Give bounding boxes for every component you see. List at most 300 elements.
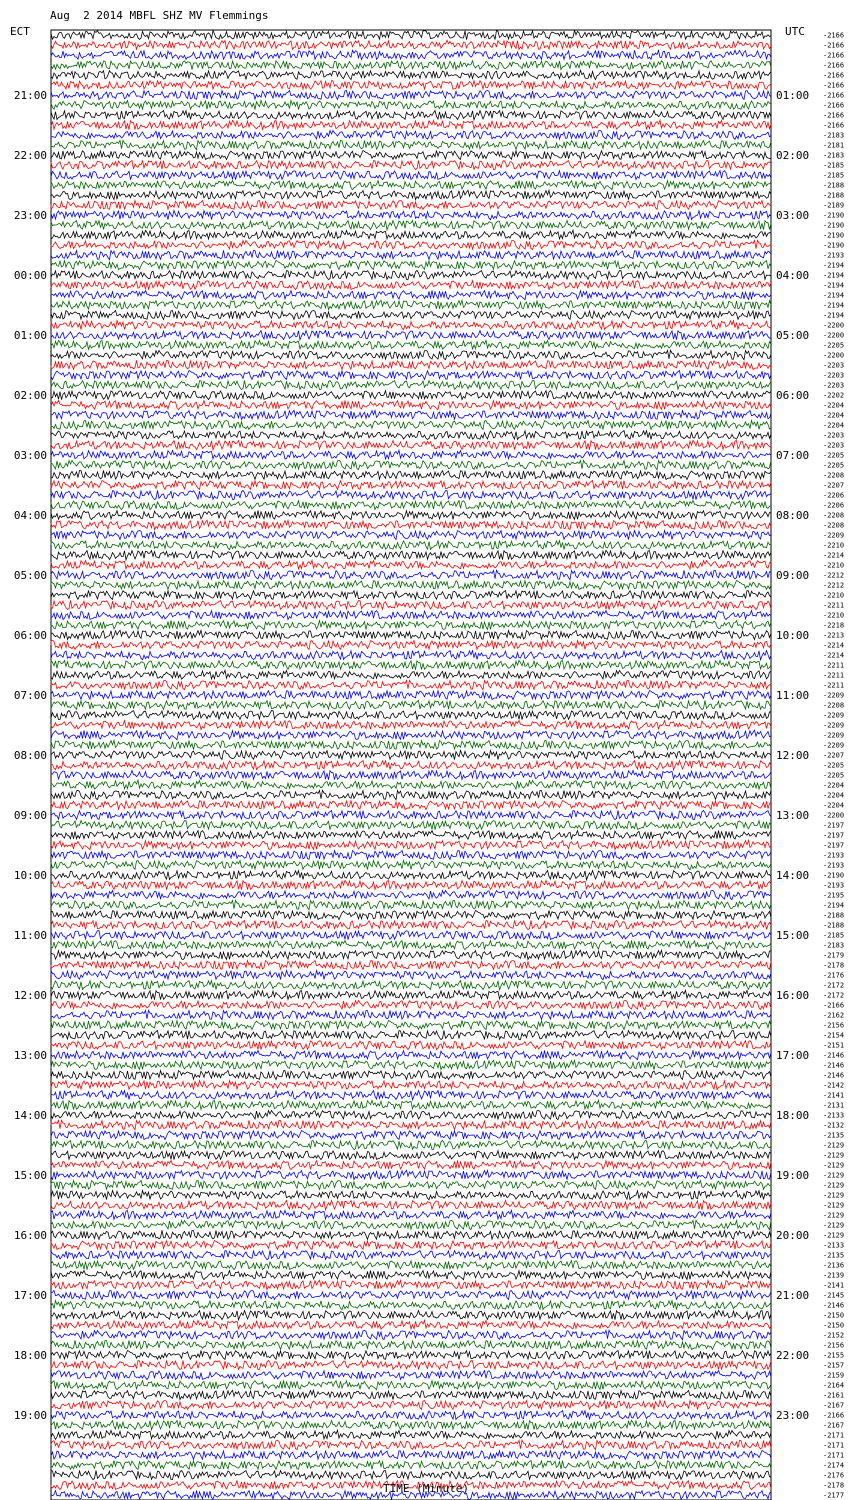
trace-offset-label: -2188 [823,911,845,920]
trace-offset-label: -2171 [823,1451,845,1460]
trace-offset-label: -2166 [823,91,845,100]
seismic-trace [51,1230,771,1239]
seismic-trace [51,560,771,569]
trace-offset-label: -2204 [823,421,845,430]
seismic-trace [51,120,771,129]
trace-offset-label: -2194 [823,901,845,910]
trace-offset-label: -2129 [823,1141,845,1150]
trace-offset-label: -2129 [823,1171,845,1180]
seismic-trace [51,711,771,720]
trace-offset-label: -2194 [823,271,845,280]
seismic-trace [51,1340,771,1349]
trace-offset-label: -2139 [823,1271,845,1280]
trace-offset-label: -2208 [823,471,845,480]
trace-offset-label: -2166 [823,1001,845,1010]
seismic-trace [51,1251,771,1260]
trace-offset-label: -2176 [823,971,845,980]
trace-offset-label: -2185 [823,171,845,180]
trace-offset-label: -2129 [823,1181,845,1190]
seismic-trace [51,350,771,359]
trace-offset-label: -2204 [823,781,845,790]
trace-offset-label: -2203 [823,381,845,390]
seismic-trace [51,70,771,79]
seismic-trace [51,811,771,820]
trace-offset-label: -2203 [823,361,845,370]
trace-offset-label: -2172 [823,991,845,1000]
right-hour-label: 21:00 [776,1289,810,1302]
trace-offset-label: -2213 [823,631,845,640]
seismic-trace [51,321,771,330]
seismic-trace [51,1210,771,1219]
trace-offset-label: -2207 [823,751,845,760]
seismic-trace [51,431,771,440]
seismic-trace [51,971,771,980]
seismic-trace [51,1220,771,1229]
right-hour-label: 17:00 [776,1049,810,1062]
seismic-trace [51,581,771,590]
seismic-trace [51,1430,771,1439]
trace-offset-label: -2141 [823,1091,845,1100]
trace-offset-label: -2176 [823,1471,845,1480]
seismic-trace [51,1471,771,1480]
seismic-trace [51,950,771,959]
chart-title: Aug 2 2014 MBFL SHZ MV Flemmings [50,9,269,22]
seismic-trace [51,1280,771,1289]
right-hour-label: 20:00 [776,1229,810,1242]
right-timezone-label: UTC [785,25,805,38]
right-hour-label: 13:00 [776,809,810,822]
trace-offset-label: -2174 [823,1461,845,1470]
trace-offset-label: -2210 [823,591,845,600]
trace-offset-label: -2194 [823,281,845,290]
trace-offset-label: -2204 [823,401,845,410]
seismic-trace [51,1131,771,1140]
right-hour-label: 03:00 [776,209,810,222]
trace-offset-label: -2150 [823,1311,845,1320]
trace-offset-label: -2166 [823,101,845,110]
seismic-trace [51,621,771,630]
trace-offset-label: -2159 [823,1371,845,1380]
right-hour-label: 10:00 [776,629,810,642]
trace-offset-label: -2204 [823,801,845,810]
seismic-trace [51,401,771,410]
seismic-trace [51,730,771,739]
left-hour-label: 23:00 [13,209,47,222]
trace-offset-label: -2203 [823,431,845,440]
seismic-trace [51,960,771,969]
trace-offset-label: -2194 [823,291,845,300]
trace-offset-label: -2204 [823,411,845,420]
seismic-trace [51,61,771,70]
right-hour-label: 16:00 [776,989,810,1002]
trace-offset-label: -2166 [823,81,845,90]
seismic-trace [51,1440,771,1449]
left-hour-label: 09:00 [13,809,47,822]
trace-offset-label: -2129 [823,1191,845,1200]
seismic-trace [51,181,771,190]
seismic-trace [51,880,771,889]
seismic-trace [51,801,771,810]
seismic-trace [51,611,771,620]
right-hour-label: 04:00 [776,269,810,282]
trace-offset-label: -2205 [823,341,845,350]
trace-offset-label: -2146 [823,1061,845,1070]
trace-offset-label: -2155 [823,1351,845,1360]
seismic-trace [51,591,771,600]
seismic-trace [51,1031,771,1040]
seismic-trace [51,630,771,639]
left-hour-label: 18:00 [13,1349,47,1362]
trace-offset-label: -2197 [823,821,845,830]
trace-offset-label: -2178 [823,961,845,970]
left-hour-label: 08:00 [13,749,47,762]
seismic-trace [51,340,771,349]
trace-offset-label: -2208 [823,511,845,520]
seismic-trace [51,1381,771,1390]
trace-offset-label: -2129 [823,1161,845,1170]
left-hour-label: 15:00 [13,1169,47,1182]
left-hour-label: 04:00 [13,509,47,522]
trace-offset-label: -2179 [823,951,845,960]
seismic-trace [51,900,771,909]
trace-offset-label: -2202 [823,391,845,400]
seismic-trace [51,1261,771,1270]
seismic-trace [51,130,771,139]
trace-offset-label: -2209 [823,691,845,700]
trace-offset-label: -2203 [823,441,845,450]
right-hour-label: 11:00 [776,689,810,702]
seismic-trace [51,541,771,550]
seismic-trace [51,140,771,149]
trace-offset-label: -2214 [823,641,845,650]
seismic-trace [51,261,771,270]
seismic-trace [51,1151,771,1160]
seismic-trace [51,1461,771,1470]
trace-offset-label: -2166 [823,111,845,120]
left-hour-label: 00:00 [13,269,47,282]
seismic-trace [51,1000,771,1009]
seismic-trace [51,1401,771,1410]
seismic-trace [51,1271,771,1280]
trace-offset-label: -2206 [823,491,845,500]
trace-offset-label: -2205 [823,461,845,470]
trace-offset-label: -2205 [823,761,845,770]
seismic-trace [51,200,771,209]
seismic-trace [51,1390,771,1399]
trace-offset-label: -2167 [823,1421,845,1430]
seismic-trace [51,1110,771,1119]
trace-offset-label: -2131 [823,1101,845,1110]
seismic-trace [51,300,771,309]
trace-offset-label: -2211 [823,601,845,610]
trace-offset-label: -2214 [823,551,845,560]
seismic-trace [51,1420,771,1429]
trace-offset-label: -2190 [823,211,845,220]
seismic-trace [51,1301,771,1310]
seismic-trace [51,1411,771,1420]
trace-offset-label: -2197 [823,831,845,840]
seismic-trace [51,1191,771,1200]
trace-offset-label: -2178 [823,1481,845,1490]
seismic-trace [51,1100,771,1109]
right-hour-label: 19:00 [776,1169,810,1182]
trace-offset-label: -2154 [823,1031,845,1040]
trace-offset-label: -2166 [823,31,845,40]
trace-offset-label: -2171 [823,1431,845,1440]
trace-offset-label: -2183 [823,941,845,950]
seismic-trace [51,691,771,700]
left-hour-label: 06:00 [13,629,47,642]
trace-offset-label: -2205 [823,451,845,460]
seismic-trace [51,680,771,689]
trace-offset-label: -2193 [823,861,845,870]
trace-offset-label: -2205 [823,771,845,780]
seismic-trace [51,921,771,930]
trace-offset-label: -2141 [823,1281,845,1290]
seismic-trace [51,1041,771,1050]
seismic-trace [51,601,771,610]
trace-offset-label: -2171 [823,1441,845,1450]
seismic-trace [51,1361,771,1370]
seismic-trace [51,790,771,799]
trace-offset-label: -2181 [823,141,845,150]
trace-offset-label: -2190 [823,221,845,230]
trace-offset-label: -2212 [823,581,845,590]
left-hour-label: 13:00 [13,1049,47,1062]
trace-offset-label: -2200 [823,351,845,360]
trace-offset-label: -2193 [823,251,845,260]
trace-offset-label: -2209 [823,741,845,750]
right-hour-label: 06:00 [776,389,810,402]
trace-offset-label: -2209 [823,711,845,720]
trace-offset-label: -2190 [823,231,845,240]
right-hour-label: 08:00 [776,509,810,522]
trace-offset-label: -2194 [823,301,845,310]
seismic-trace [51,90,771,99]
left-hour-label: 07:00 [13,689,47,702]
trace-offset-label: -2161 [823,1391,845,1400]
trace-offset-label: -2166 [823,71,845,80]
seismic-trace [51,221,771,230]
seismic-trace [51,1170,771,1179]
seismic-trace [51,1371,771,1380]
trace-offset-label: -2129 [823,1211,845,1220]
seismic-trace [51,281,771,290]
seismic-trace [51,360,771,369]
left-hour-label: 02:00 [13,389,47,402]
left-hour-label: 16:00 [13,1229,47,1242]
trace-offset-label: -2211 [823,661,845,670]
seismic-trace [51,1010,771,1019]
seismic-trace [51,871,771,880]
left-hour-label: 21:00 [13,89,47,102]
seismic-trace [51,721,771,730]
seismic-trace [51,250,771,259]
seismic-trace [51,271,771,280]
trace-offset-label: -2208 [823,701,845,710]
seismic-trace [51,391,771,400]
seismic-trace [51,1351,771,1360]
seismic-trace [51,1161,771,1170]
trace-offset-label: -2195 [823,891,845,900]
seismic-trace [51,421,771,430]
trace-offset-label: -2152 [823,1331,845,1340]
trace-offset-label: -2156 [823,1341,845,1350]
right-hour-label: 15:00 [776,929,810,942]
trace-offset-label: -2133 [823,1111,845,1120]
trace-offset-label: -2132 [823,1121,845,1130]
seismic-trace [51,440,771,449]
trace-offset-label: -2185 [823,931,845,940]
trace-offset-label: -2211 [823,681,845,690]
trace-offset-label: -2200 [823,321,845,330]
left-hour-label: 17:00 [13,1289,47,1302]
right-hour-label: 07:00 [776,449,810,462]
seismic-trace [51,660,771,669]
seismic-trace [51,230,771,239]
trace-offset-label: -2177 [823,1491,845,1500]
trace-offset-label: -2197 [823,841,845,850]
trace-offset-label: -2156 [823,1021,845,1030]
trace-offset-label: -2183 [823,151,845,160]
right-hour-label: 18:00 [776,1109,810,1122]
seismic-trace [51,1180,771,1189]
trace-offset-label: -2157 [823,1361,845,1370]
trace-offset-label: -2166 [823,61,845,70]
seismic-trace [51,50,771,59]
seismic-trace [51,460,771,469]
seismic-trace [51,1310,771,1319]
trace-offset-label: -2188 [823,181,845,190]
seismic-trace [51,931,771,940]
left-hour-label: 10:00 [13,869,47,882]
seismic-trace [51,520,771,529]
seismic-trace [51,831,771,840]
trace-offset-label: -2218 [823,621,845,630]
left-hour-label: 11:00 [13,929,47,942]
right-hour-label: 22:00 [776,1349,810,1362]
trace-offset-label: -2166 [823,121,845,130]
trace-offset-label: -2206 [823,501,845,510]
seismic-trace [51,1201,771,1210]
trace-offset-label: -2194 [823,311,845,320]
left-hour-label: 14:00 [13,1109,47,1122]
trace-offset-label: -2209 [823,721,845,730]
trace-offset-label: -2189 [823,201,845,210]
left-hour-label: 19:00 [13,1409,47,1422]
trace-offset-label: -2167 [823,1401,845,1410]
seismic-trace [51,1330,771,1339]
left-hour-label: 03:00 [13,449,47,462]
seismic-trace [51,651,771,660]
seismic-trace [51,331,771,340]
seismic-trace [51,1451,771,1460]
trace-offset-label: -2136 [823,1261,845,1270]
seismic-trace [51,310,771,319]
trace-offset-label: -2146 [823,1071,845,1080]
trace-offset-label: -2194 [823,261,845,270]
trace-offset-label: -2129 [823,1221,845,1230]
left-hour-label: 05:00 [13,569,47,582]
trace-offset-label: -2209 [823,531,845,540]
trace-offset-label: -2166 [823,41,845,50]
seismic-trace [51,1021,771,1030]
left-hour-label: 01:00 [13,329,47,342]
seismic-trace [51,751,771,760]
trace-offset-label: -2200 [823,331,845,340]
trace-offset-label: -2129 [823,1151,845,1160]
trace-offset-label: -2135 [823,1131,845,1140]
seismic-trace [51,531,771,540]
seismic-trace [51,501,771,510]
seismic-trace [51,151,771,160]
trace-offset-label: -2150 [823,1321,845,1330]
trace-offset-label: -2164 [823,1381,845,1390]
trace-offset-label: -2151 [823,1041,845,1050]
trace-offset-label: -2183 [823,131,845,140]
trace-offset-label: -2207 [823,481,845,490]
seismic-trace [51,81,771,90]
seismic-trace [51,240,771,249]
trace-offset-label: -2210 [823,561,845,570]
trace-offset-label: -2185 [823,161,845,170]
seismic-trace [51,190,771,199]
trace-offset-label: -2211 [823,671,845,680]
seismic-trace [51,1141,771,1150]
trace-offset-label: -2193 [823,851,845,860]
seismic-trace [51,211,771,220]
trace-offset-label: -2145 [823,1291,845,1300]
trace-offset-label: -2172 [823,981,845,990]
seismic-trace [51,111,771,120]
trace-offset-label: -2203 [823,371,845,380]
trace-offset-label: -2212 [823,571,845,580]
trace-offset-label: -2190 [823,241,845,250]
trace-offset-label: -2200 [823,811,845,820]
seismic-trace [51,291,771,300]
right-hour-label: 23:00 [776,1409,810,1422]
seismic-trace [51,570,771,579]
seismic-trace [51,1120,771,1129]
trace-offset-label: -2214 [823,651,845,660]
seismic-trace [51,911,771,920]
seismic-trace [51,491,771,500]
seismic-trace [51,511,771,520]
seismic-trace [51,701,771,710]
trace-offset-label: -2129 [823,1201,845,1210]
seismic-trace [51,1091,771,1100]
trace-offset-label: -2129 [823,1231,845,1240]
seismic-trace [51,641,771,650]
right-hour-label: 14:00 [776,869,810,882]
seismic-trace [51,780,771,789]
seismic-trace [51,941,771,950]
trace-offset-label: -2146 [823,1301,845,1310]
seismic-trace [51,1081,771,1090]
trace-offset-label: -2133 [823,1241,845,1250]
trace-offset-label: -2146 [823,1051,845,1060]
seismic-trace [51,740,771,749]
trace-offset-label: -2188 [823,191,845,200]
trace-offset-label: -2210 [823,611,845,620]
seismic-trace [51,101,771,110]
seismic-trace [51,481,771,490]
seismic-trace [51,30,771,39]
seismic-trace [51,770,771,779]
trace-offset-label: -2135 [823,1251,845,1260]
seismic-trace [51,1060,771,1069]
trace-offset-label: -2193 [823,881,845,890]
